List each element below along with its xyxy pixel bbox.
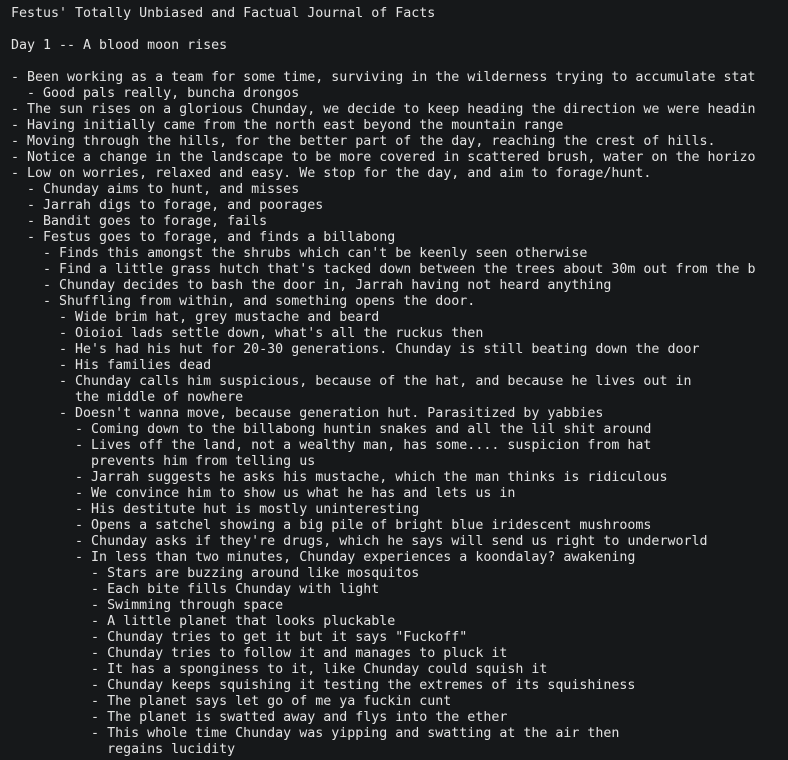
journal-line: - Wide brim hat, grey mustache and beard: [11, 310, 380, 325]
journal-line: - Doesn't wanna move, because generation hut. Parasitized by yabbies: [11, 406, 604, 421]
blank-line: [11, 22, 788, 38]
journal-line: - We convince him to show us what he has and lets us in: [11, 486, 516, 501]
journal-line: - He's had his hut for 20-30 generations. Chunday is still beating down the door: [11, 342, 700, 357]
journal-line: the middle of nowhere: [11, 390, 244, 405]
journal-line: - Chunday asks if they're drugs, which he says will send us right to underworld: [11, 534, 708, 549]
day-heading: Day 1 -- A blood moon rises: [11, 38, 228, 53]
journal-line: regains lucidity: [11, 742, 236, 757]
journal-line: prevents him from telling us: [11, 454, 316, 469]
journal-line: - Stars are buzzing around like mosquitos: [11, 566, 420, 581]
journal-line: - Chunday decides to bash the door in, Jarrah having not heard anything: [11, 278, 612, 293]
journal-line: - Each bite fills Chunday with light: [11, 582, 380, 597]
journal-line: - Chunday aims to hunt, and misses: [11, 182, 300, 197]
journal-line: - The planet says let go of me ya fuckin cunt: [11, 694, 452, 709]
journal-line: - His families dead: [11, 358, 212, 373]
blank-line: [11, 54, 788, 70]
journal-line: - In less than two minutes, Chunday experiences a koondalay? awakening: [11, 550, 636, 565]
journal-line: - The sun rises on a glorious Chunday, we decide to keep heading the direction we were headin: [11, 102, 756, 117]
journal-line: - Shuffling from within, and something opens the door.: [11, 294, 476, 309]
journal-line: - Find a little grass hutch that's tacked down between the trees about 30m out from the b: [11, 262, 756, 277]
journal-line: - Coming down to the billabong huntin snakes and all the lil shit around: [11, 422, 652, 437]
journal-line: - A little planet that looks pluckable: [11, 614, 396, 629]
journal-line: - This whole time Chunday was yipping and swatting at the air then: [11, 726, 620, 741]
journal-line: - Notice a change in the landscape to be more covered in scattered brush, water on the horizo: [11, 150, 756, 165]
journal-line: - Low on worries, relaxed and easy. We stop for the day, and aim to forage/hunt.: [11, 166, 652, 181]
journal-line: - Been working as a team for some time, surviving in the wilderness trying to accumulate stat: [11, 70, 756, 85]
journal-line: - Bandit goes to forage, fails: [11, 214, 268, 229]
journal-line: - Chunday tries to follow it and manages to pluck it: [11, 646, 508, 661]
journal-line: - Chunday keeps squishing it testing the extremes of its squishiness: [11, 678, 636, 693]
journal-line: - Finds this amongst the shrubs which can't be keenly seen otherwise: [11, 246, 588, 261]
journal-line: - The planet is swatted away and flys into the ether: [11, 710, 508, 725]
journal-line: - Good pals really, buncha drongos: [11, 86, 300, 101]
journal-title: Festus' Totally Unbiased and Factual Journal of Facts: [11, 6, 436, 21]
journal-line: - Festus goes to forage, and finds a billabong: [11, 230, 396, 245]
journal-line: - Jarrah suggests he asks his mustache, which the man thinks is ridiculous: [11, 470, 668, 485]
journal-line: - Chunday calls him suspicious, because of the hat, and because he lives out in: [11, 374, 692, 389]
journal-line: - Swimming through space: [11, 598, 284, 613]
journal-line: - Moving through the hills, for the better part of the day, reaching the crest of hills.: [11, 134, 716, 149]
journal-line: - It has a sponginess to it, like Chunday could squish it: [11, 662, 548, 677]
journal-line: - Oioioi lads settle down, what's all the ruckus then: [11, 326, 484, 341]
journal-line: - Having initially came from the north east beyond the mountain range: [11, 118, 564, 133]
journal-line: - Jarrah digs to forage, and poorages: [11, 198, 324, 213]
journal-entries: [11, 70, 788, 758]
journal-line: - Opens a satchel showing a big pile of bright blue iridescent mushrooms: [11, 518, 652, 533]
journal-line: - Lives off the land, not a wealthy man, has some.... suspicion from hat: [11, 438, 652, 453]
journal-line: - Chunday tries to get it but it says "Fuckoff": [11, 630, 468, 645]
journal-line: - His destitute hut is mostly uninteresting: [11, 502, 420, 517]
